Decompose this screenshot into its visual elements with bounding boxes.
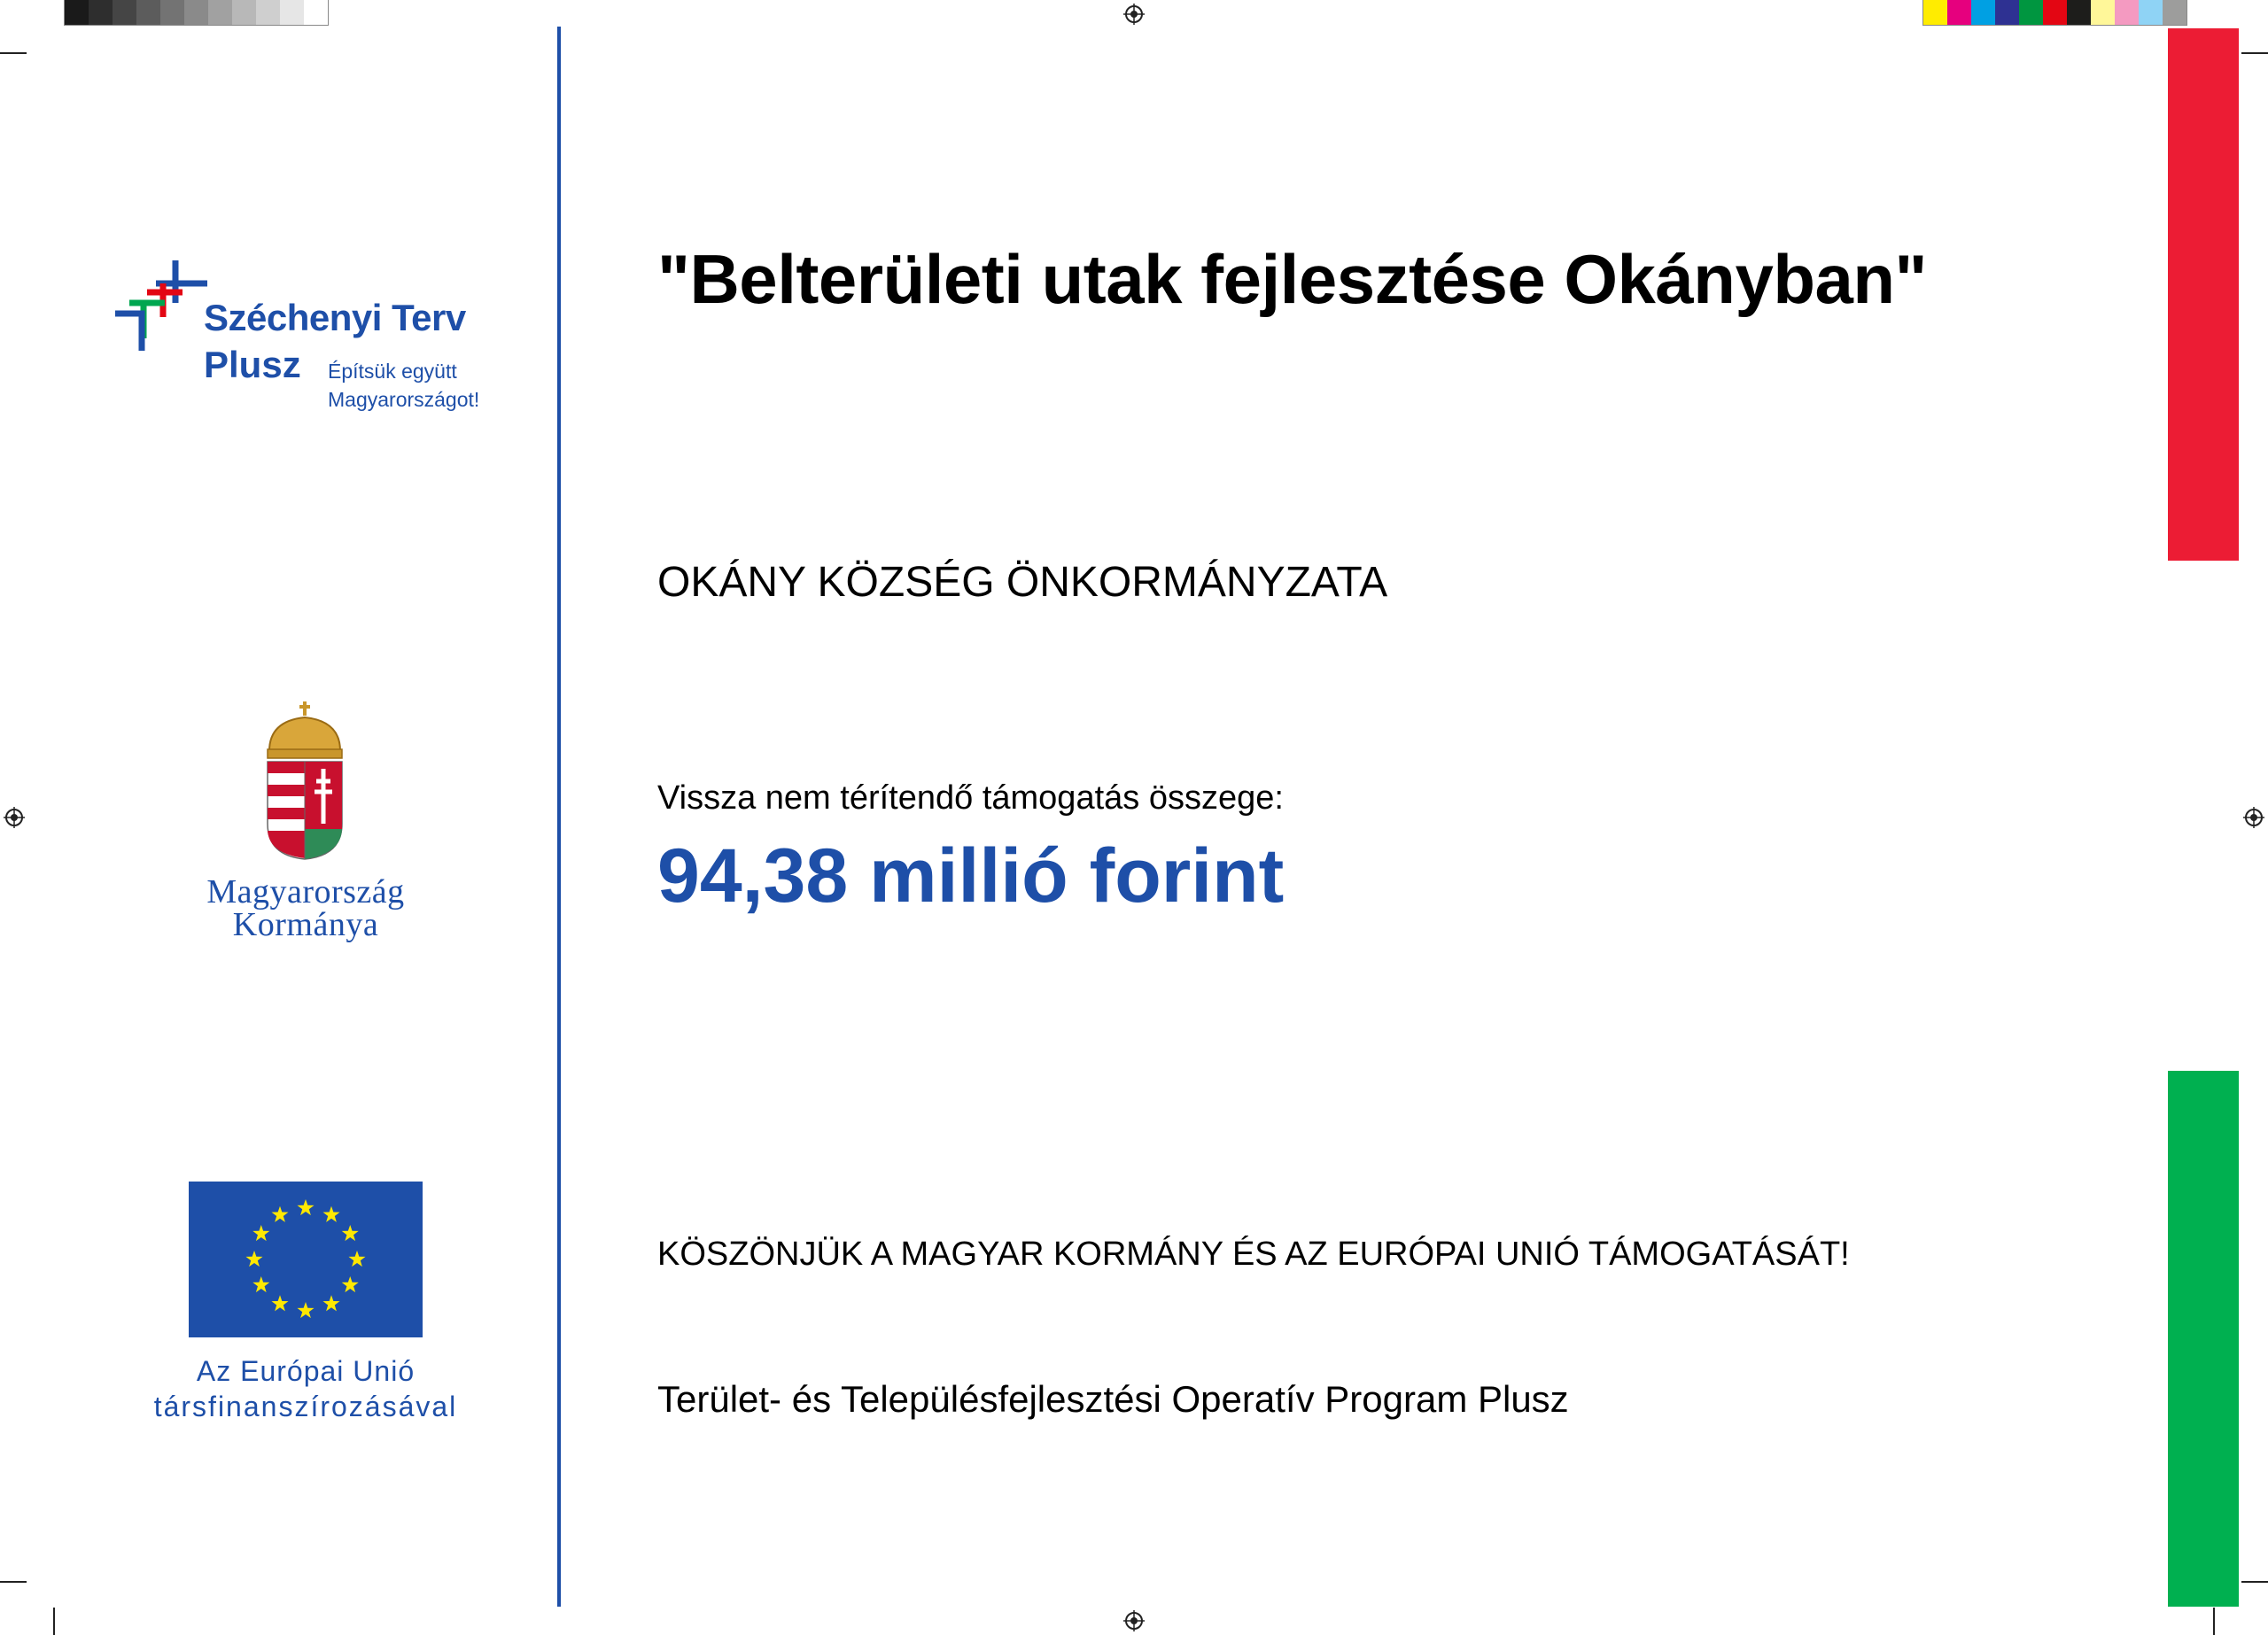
- support-amount: 94,38 millió forint: [657, 833, 1285, 918]
- registration-mark-icon: [1123, 1610, 1145, 1631]
- crop-mark: [2241, 52, 2268, 54]
- grey-swatch: [136, 0, 160, 25]
- color-swatch: [1971, 0, 1995, 25]
- crop-mark: [0, 52, 27, 54]
- divider-line: [557, 27, 561, 1607]
- color-swatch: [1923, 0, 1947, 25]
- szechenyi-tagline: Építsük együtt: [328, 360, 457, 383]
- color-swatch: [2019, 0, 2043, 25]
- thanks-text: KÖSZÖNJÜK A MAGYAR KORMÁNY ÉS AZ EURÓPAI UNIÓ TÁMOGATÁSÁT!: [657, 1236, 1850, 1273]
- color-calibration-strip: [1922, 0, 2187, 26]
- grey-swatch: [113, 0, 136, 25]
- eu-flag-icon: [189, 1182, 423, 1337]
- grey-swatch: [232, 0, 256, 25]
- program-name: Terület- és Településfejlesztési Operatív Program Plusz: [657, 1378, 1569, 1420]
- szechenyi-logo-title: Széchenyi Terv: [204, 297, 466, 338]
- flag-red-bar: [2168, 28, 2239, 561]
- registration-mark-icon: [4, 807, 25, 828]
- crop-mark: [2241, 1581, 2268, 1583]
- szechenyi-tagline: Magyarországot!: [328, 388, 480, 411]
- crop-mark: [2213, 1608, 2215, 1635]
- color-swatch: [2163, 0, 2186, 25]
- grey-swatch: [184, 0, 208, 25]
- color-swatch: [2115, 0, 2139, 25]
- project-title: "Belterületi utak fejlesztése Okányban": [657, 240, 1927, 318]
- hungarian-coat-of-arms-icon: [264, 700, 346, 861]
- registration-mark-icon: [2243, 807, 2264, 828]
- government-logo-line: Magyarország: [206, 873, 405, 910]
- government-logo-line: Kormánya: [232, 906, 379, 943]
- color-swatch: [1947, 0, 1971, 25]
- grey-swatch: [280, 0, 304, 25]
- support-label: Vissza nem térítendő támogatás összege:: [657, 779, 1284, 817]
- registration-mark-icon: [1123, 4, 1145, 25]
- color-swatch: [1995, 0, 2019, 25]
- grey-swatch: [208, 0, 232, 25]
- color-swatch: [2043, 0, 2067, 25]
- crop-mark: [53, 1608, 55, 1635]
- grey-swatch: [304, 0, 328, 25]
- grey-calibration-strip: [64, 0, 329, 26]
- grey-swatch: [160, 0, 184, 25]
- grey-swatch: [65, 0, 89, 25]
- color-swatch: [2139, 0, 2163, 25]
- color-swatch: [2091, 0, 2115, 25]
- grey-swatch: [89, 0, 113, 25]
- szechenyi-cross-icon: [112, 257, 209, 354]
- szechenyi-logo-plusz: Plusz: [204, 344, 301, 385]
- grey-swatch: [256, 0, 280, 25]
- color-swatch: [2067, 0, 2091, 25]
- flag-green-bar: [2168, 1071, 2239, 1607]
- beneficiary-name: OKÁNY KÖZSÉG ÖNKORMÁNYZATA: [657, 559, 1388, 606]
- eu-logo-line: társfinanszírozásával: [153, 1391, 458, 1422]
- eu-logo-line: Az Európai Unió: [196, 1355, 416, 1387]
- crop-mark: [0, 1581, 27, 1583]
